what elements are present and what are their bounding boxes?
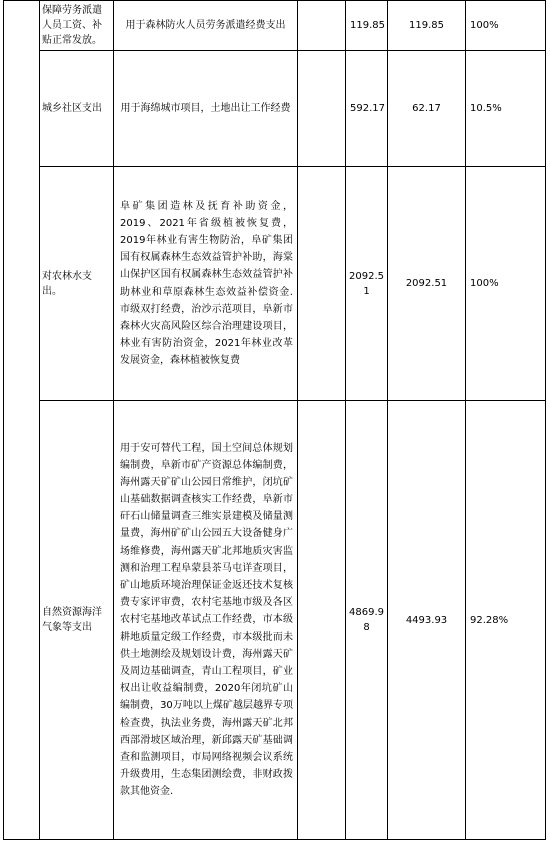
actual-value: 119.85 — [409, 20, 444, 31]
empty-cell — [298, 51, 346, 167]
budget-cell — [346, 401, 388, 840]
description-cell — [114, 1, 298, 51]
description-cell — [114, 51, 298, 167]
budget-value: 119.85 — [350, 20, 385, 31]
budget-cell — [346, 1, 388, 51]
table-row — [4, 51, 546, 167]
table-row — [4, 401, 546, 840]
budget-value: 592.17 — [350, 103, 385, 114]
description-text: 用于安可替代工程，国土空间总体规划编制费，阜新市矿产资源总体编制费，海州露天矿矿山公园日常维护，闭坑矿山基础数据调查核实工作经费，阜新市矸石山储量调查三维实景建模及储量测量费，海州矿矿山公园五大设备健身广场维修费，海州露天矿北邦地质灾害监测和治理工程阜蒙县茶马屯详查项目，矿山地质环境治理保证金返还技术复核费专家评审费，农村宅基地市级及各区农村宅基地改革试点工作经费，市本级耕地质量定级工作经费，市本级批而未供土地测绘及规划设计费，海州露天矿及周边基础调查，青山工程项目，矿业权出让收益编制费，2020年闭坑矿山编制费，30万吨以上煤矿越层越界专项检查费，执法业务费，海州露天矿北邦西部滑坡区域治理，新邱露天矿基础调查和监测项目，市局网络视频会议系统升级费用，生态集团测绘费，非财政拨款其他资金. — [120, 442, 293, 798]
rate-value: 92.28% — [470, 614, 509, 626]
category-cell — [40, 167, 114, 401]
category-cell — [40, 401, 114, 840]
budget-cell — [346, 167, 388, 401]
actual-cell — [388, 167, 466, 401]
rate-cell — [466, 167, 546, 401]
description-text: 阜矿集团造林及抚育补助资金，2019、2021年省级植被恢复费，2019年林业有害生物防治，阜矿集团国有权属森林生态效益管护补助，海棠山保护区国有权属森林生态效益管护补助林业和草原森林生态效益补偿资金. 市级双打经费，治沙示范项目，阜新市森林火灾高风险区综合治理建设项目，林业有害防治资金，2021年林业改革发展资金，森林植被恢复费 — [120, 200, 293, 367]
category-cell — [40, 51, 114, 167]
rate-cell — [466, 51, 546, 167]
actual-cell — [388, 401, 466, 840]
empty-cell — [4, 1, 40, 840]
empty-cell — [298, 167, 346, 401]
budget-value: 4869.98 — [349, 607, 384, 633]
category-text: 城乡社区支出 — [42, 103, 102, 114]
actual-value: 2092.51 — [405, 278, 448, 289]
actual-value: 4493.93 — [405, 614, 448, 626]
description-text: 用于海绵城市项目，土地出让工作经费 — [120, 103, 291, 114]
category-cell — [40, 1, 114, 51]
empty-cell — [298, 1, 346, 51]
category-text: 对农林水支出。 — [42, 270, 92, 297]
budget-value: 2092.51 — [349, 270, 384, 297]
description-text: 用于森林防火人员劳务派遣经费支出 — [125, 20, 286, 31]
table-row — [4, 1, 546, 51]
rate-cell — [466, 401, 546, 840]
description-cell — [114, 167, 298, 401]
budget-cell — [346, 51, 388, 167]
category-text: 自然资源海洋气象等支出 — [42, 607, 102, 633]
rate-value: 100% — [470, 278, 499, 289]
table-row — [4, 167, 546, 401]
actual-cell — [388, 51, 466, 167]
rate-cell — [466, 1, 546, 51]
expenditure-table — [3, 0, 546, 840]
actual-cell — [388, 1, 466, 51]
empty-cell — [298, 401, 346, 840]
rate-value: 10.5% — [470, 103, 502, 114]
description-cell — [114, 401, 298, 840]
rate-value: 100% — [470, 20, 499, 31]
actual-value: 62.17 — [412, 103, 441, 114]
category-text: 保障劳务派遣人员工资、补贴正常发放。 — [42, 5, 102, 46]
